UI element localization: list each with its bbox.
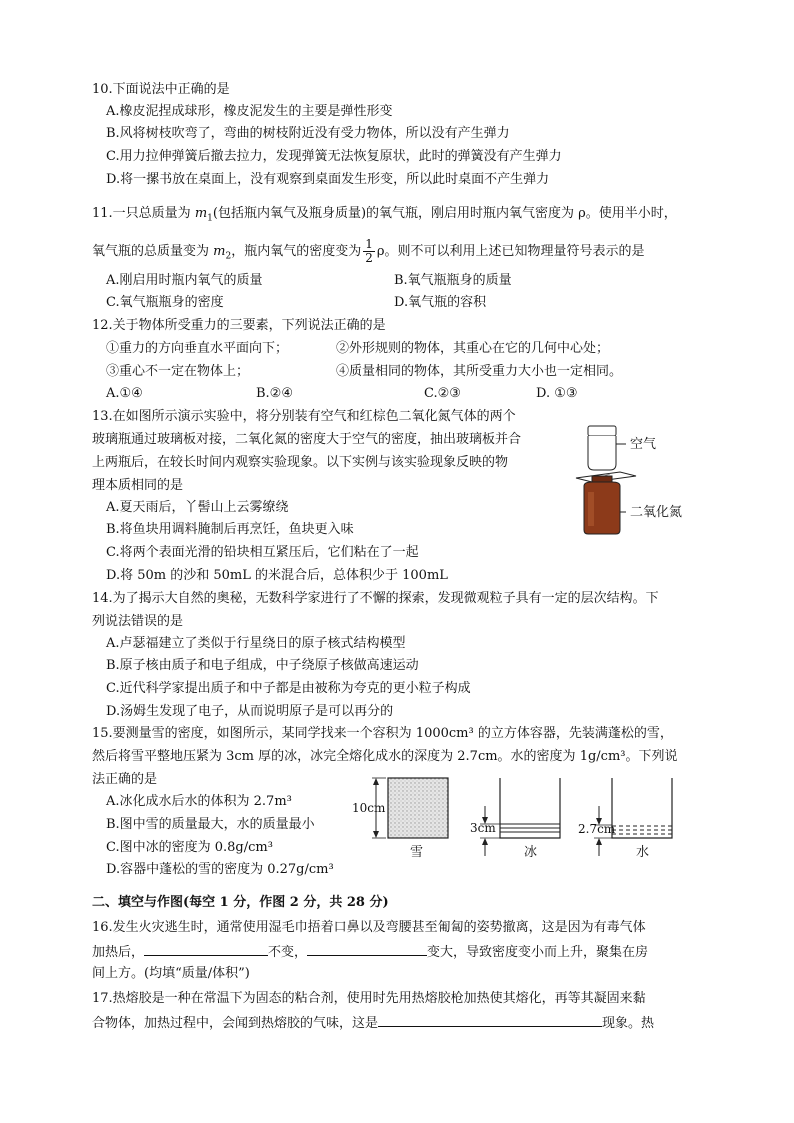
q12-statement-3: ③重心不一定在物体上； [106,364,250,379]
fig-label-water: 水 [636,845,650,860]
q16-line3: 间上方。(均填“质量/体积”) [92,966,250,981]
q12-option-c: C.②③ [424,386,461,401]
q13-option-c: C.将两个表面光滑的铅块相互紧压后，它们粘在了一起 [106,545,419,560]
q16-line1: 16.发生火灾逃生时，通常使用湿毛巾捂着口鼻以及弯腰甚至匍匐的姿势撤离，这是因为有毒气体 [92,920,646,935]
q10-stem: 10.下面说法中正确的是 [92,82,230,97]
q13-line2: 玻璃瓶通过玻璃板对接，二氧化氮的密度大于空气的密度，抽出玻璃板并合 [92,432,522,447]
fig-label-3cm: 3cm [470,821,496,835]
q11-option-c: C.氧气瓶瓶身的密度 [106,295,224,310]
fig-label-no2: 二氧化氮 [630,505,683,520]
q15-line1: 15.要测量雪的密度，如图所示，某同学找来一个容积为 1000cm³ 的立方体容器，先装满蓬松的雪， [92,726,673,741]
q14-option-d: D.汤姆生发现了电子，从而说明原子是可以再分的 [106,704,394,719]
q13-line1: 13.在如图所示演示实验中，将分别装有空气和红棕色二氧化氮气体的两个 [92,409,516,424]
q14-line2: 列说法错误的是 [92,614,184,629]
q13-option-a: A.夏天雨后，丫髻山上云雾缭绕 [106,500,289,515]
q14-option-a: A.卢瑟福建立了类似于行星绕日的原子核式结构模型 [106,636,406,651]
q10-option-c: C.用力拉伸弹簧后撤去拉力，发现弹簧无法恢复原状，此时的弹簧没有产生弹力 [106,149,562,164]
ice-container [480,778,560,856]
q17-line1: 17.热熔胶是一种在常温下为固态的粘合剂，使用时先用热熔胶枪加热使其熔化，再等其凝固来黏 [92,991,646,1006]
q11-option-b: B.氧气瓶瓶身的质量 [394,273,512,288]
q17-line2: 合物体，加热过程中，会闻到热熔胶的气味，这是 现象。热 [92,1012,654,1034]
fig-label-2-7cm: 2.7cm [578,822,616,836]
no2-bottle [584,476,620,534]
q17-blank-1[interactable] [378,1012,602,1027]
q12-stem: 12.关于物体所受重力的三要素，下列说法正确的是 [92,318,386,333]
q11-line1: 11.一只总质量为 $m_1$(包括瓶内氧气及瓶身质量)的氧气瓶，刚启用时瓶内氧气密度为 ρ。使用半小时， [92,206,677,224]
q13-line3: 上两瓶后，在较长时间内观察实验现象。以下实例与该实验现象反映的物 [92,455,509,470]
q12-option-a: A.①④ [106,386,143,401]
q15-option-c: C.图中冰的密度为 0.8g/cm³ [106,840,273,855]
q16-line2: 加热后， 不变， 变大，导致密度变小而上升，聚集在房 [92,941,648,963]
q12-statement-2: ②外形规则的物体，其重心在它的几何中心处； [336,341,610,356]
section-2-title: 二、填空与作图(每空 1 分，作图 2 分，共 28 分) [92,895,389,910]
q10-option-d: D.将一摞书放在桌面上，没有观察到桌面发生形变，所以此时桌面不产生弹力 [106,172,550,187]
q12-option-b: B.②④ [256,386,293,401]
fig-label-air: 空气 [630,437,657,452]
q15-option-d: D.容器中蓬松的雪的密度为 0.27g/cm³ [106,862,334,877]
q15-line3: 法正确的是 [92,772,158,787]
one-half-fraction: $\frac{1}{2}$ [365,237,373,265]
q11-line2: 氧气瓶的总质量变为 $m_2$，瓶内氧气的密度变为 $\frac{1}{2}$ ρ。则不可以利用上述已知物理量符号表示的是 [92,237,645,265]
air-bottle [588,426,616,470]
q10-option-a: A.橡皮泥捏成球形，橡皮泥发生的主要是弹性形变 [106,104,393,119]
fig-label-10cm: 10cm [352,801,386,815]
q13-option-b: B.将鱼块用调料腌制后再烹饪，鱼块更入味 [106,522,354,537]
q15-option-b: B.图中雪的质量最大，水的质量最小 [106,817,315,832]
q10-option-b: B.风将树枝吹弯了，弯曲的树枝附近没有受力物体，所以没有产生弹力 [106,126,510,141]
q14-line1: 14.为了揭示大自然的奥秘，无数科学家进行了不懈的探索，发现微观粒子具有一定的层次结构。下 [92,591,659,606]
q14-option-b: B.原子核由质子和电子组成，中子绕原子核做高速运动 [106,658,419,673]
fig-label-snow: 雪 [410,845,424,860]
q11-option-a: A.刚启用时瓶内氧气的质量 [106,273,263,288]
fig-label-ice: 冰 [524,845,538,860]
q13-option-d: D.将 50m 的沙和 50mL 的米混合后，总体积少于 100mL [106,568,448,583]
q14-option-c: C.近代科学家提出质子和中子都是由被称为夸克的更小粒子构成 [106,681,471,696]
q16-blank-1[interactable] [144,941,268,956]
q15-line2: 然后将雪平整地压紧为 3cm 厚的冰，冰完全熔化成水的深度为 2.7cm。水的密度为 1g/cm³。下列说 [92,749,678,764]
q12-option-d: D. ①③ [536,386,578,401]
q12-statement-1: ①重力的方向垂直水平面向下； [106,341,289,356]
q16-blank-2[interactable] [307,941,427,956]
q12-statement-4: ④质量相同的物体，其所受重力大小也一定相同。 [336,364,623,379]
q13-line4: 理本质相同的是 [92,478,184,493]
q11-option-d: D.氧气瓶的容积 [394,295,487,310]
water-container [594,778,672,856]
q15-option-a: A.冰化成水后水的体积为 2.7m³ [106,794,292,809]
